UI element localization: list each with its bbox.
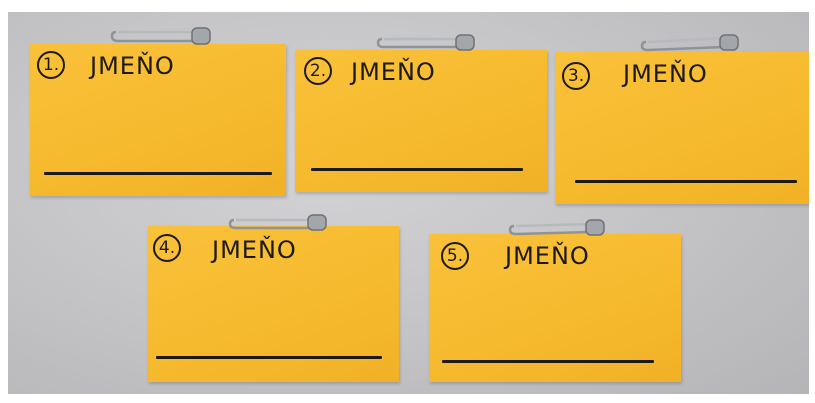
signature-line bbox=[442, 360, 654, 363]
name-card-1 bbox=[30, 44, 286, 196]
photo-border bbox=[0, 0, 815, 12]
card-label: JMEŇO bbox=[212, 236, 297, 264]
card-label: JMEŇO bbox=[623, 60, 708, 88]
card-number: 2. bbox=[304, 57, 332, 85]
signature-line bbox=[575, 180, 797, 183]
name-card-4 bbox=[148, 226, 399, 382]
signature-line bbox=[156, 356, 382, 359]
card-label: JMEŇO bbox=[505, 242, 590, 270]
card-number: 3. bbox=[562, 62, 590, 90]
card-number: 1. bbox=[37, 51, 65, 79]
name-card-3 bbox=[555, 52, 814, 204]
card-number: 4. bbox=[153, 234, 181, 262]
photo-border bbox=[0, 394, 815, 403]
card-label: JMEŇO bbox=[351, 58, 436, 86]
safety-pin-icon bbox=[506, 216, 608, 240]
safety-pin-icon bbox=[226, 210, 330, 234]
name-card-5 bbox=[429, 234, 681, 382]
signature-line bbox=[44, 172, 272, 175]
card-label: JMEŇO bbox=[90, 52, 175, 80]
safety-pin-icon bbox=[108, 22, 214, 48]
signature-line bbox=[311, 168, 523, 171]
card-number: 5. bbox=[441, 242, 469, 270]
safety-pin-icon bbox=[374, 30, 478, 54]
photo-border bbox=[0, 0, 8, 403]
safety-pin-icon bbox=[638, 32, 742, 56]
photo-border bbox=[809, 0, 815, 403]
name-card-2 bbox=[295, 50, 547, 192]
